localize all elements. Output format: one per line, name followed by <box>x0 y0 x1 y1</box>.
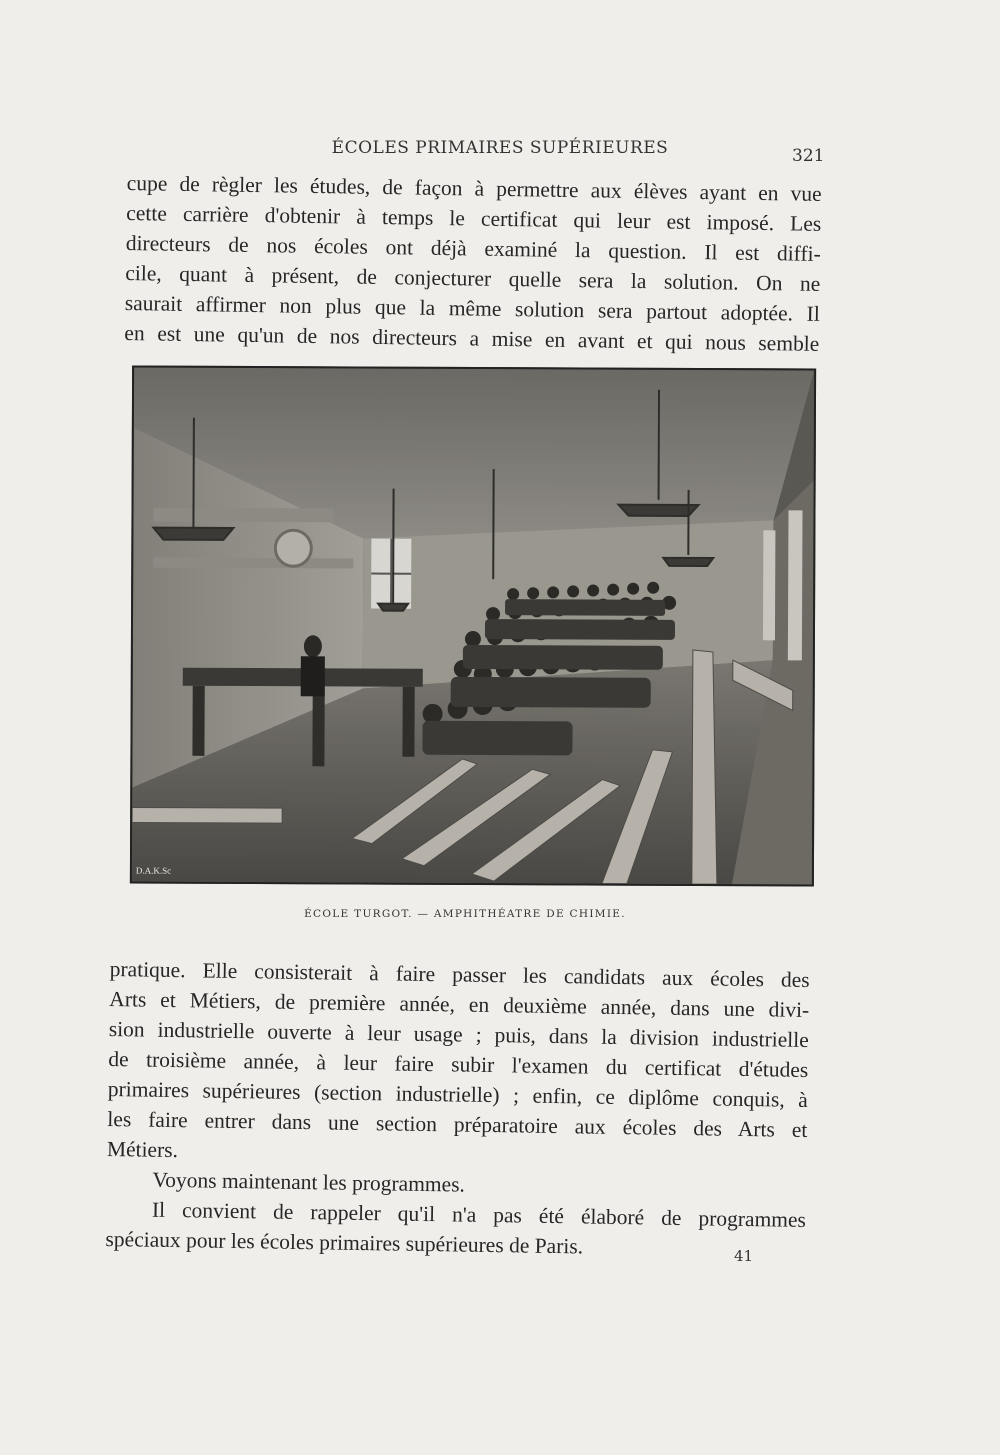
running-head: ÉCOLES PRIMAIRES SUPÉRIEURES <box>331 138 669 158</box>
text-line: Voyons maintenant les programmes. <box>152 1167 466 1197</box>
signature-mark: 41 <box>734 1247 754 1265</box>
text-line: spéciaux pour les écoles primaires supérieures de Paris. <box>105 1226 584 1259</box>
text-line: directeurs de nos écoles ont déjà examiné la question. Il est diffi- <box>125 230 821 266</box>
text-line: les faire entrer dans une section préparatoire aux écoles des Arts et <box>107 1106 808 1142</box>
page-number: 321 <box>792 146 825 166</box>
engraver-mark: D.A.K.Sc <box>135 865 172 876</box>
text-line: Métiers. <box>106 1136 179 1163</box>
top-paragraph <box>124 168 822 359</box>
figure-caption: ÉCOLE TURGOT. — AMPHITHÉATRE DE CHIMIE. <box>304 908 626 920</box>
classroom-photograph <box>130 366 816 887</box>
bottom-paragraph <box>105 954 810 1265</box>
text-line: sion industrielle ouverte à leur usage ; puis, dans la division industrielle <box>108 1016 809 1052</box>
text-line: pratique. Elle consisterait à faire passer les candidats aux écoles des <box>109 956 810 992</box>
text-line: Arts et Métiers, de première année, en deuxième année, dans une divi- <box>109 986 810 1022</box>
text-line: Il convient de rappeler qu'il n'a pas été élaboré de programmes <box>151 1197 807 1232</box>
text-line: saurait affirmer non plus que la même solution sera partout adoptée. Il <box>124 290 820 326</box>
text-line: cupe de règler les études, de façon à permettre aux élèves ayant en vue <box>126 170 822 206</box>
text-line: primaires supérieures (section industrielle) ; enfin, ce diplôme conquis, à <box>107 1076 808 1112</box>
text-line: en est une qu'un de nos directeurs a mise en avant et qui nous semble <box>124 320 820 356</box>
text-line: de troisième année, à leur faire subir l'examen du certificat d'études <box>108 1046 809 1082</box>
text-line: cile, quant à présent, de conjecturer quelle sera la solution. On ne <box>125 260 821 296</box>
text-line: cette carrière d'obtenir à temps le certificat qui leur est imposé. Les <box>126 200 822 236</box>
